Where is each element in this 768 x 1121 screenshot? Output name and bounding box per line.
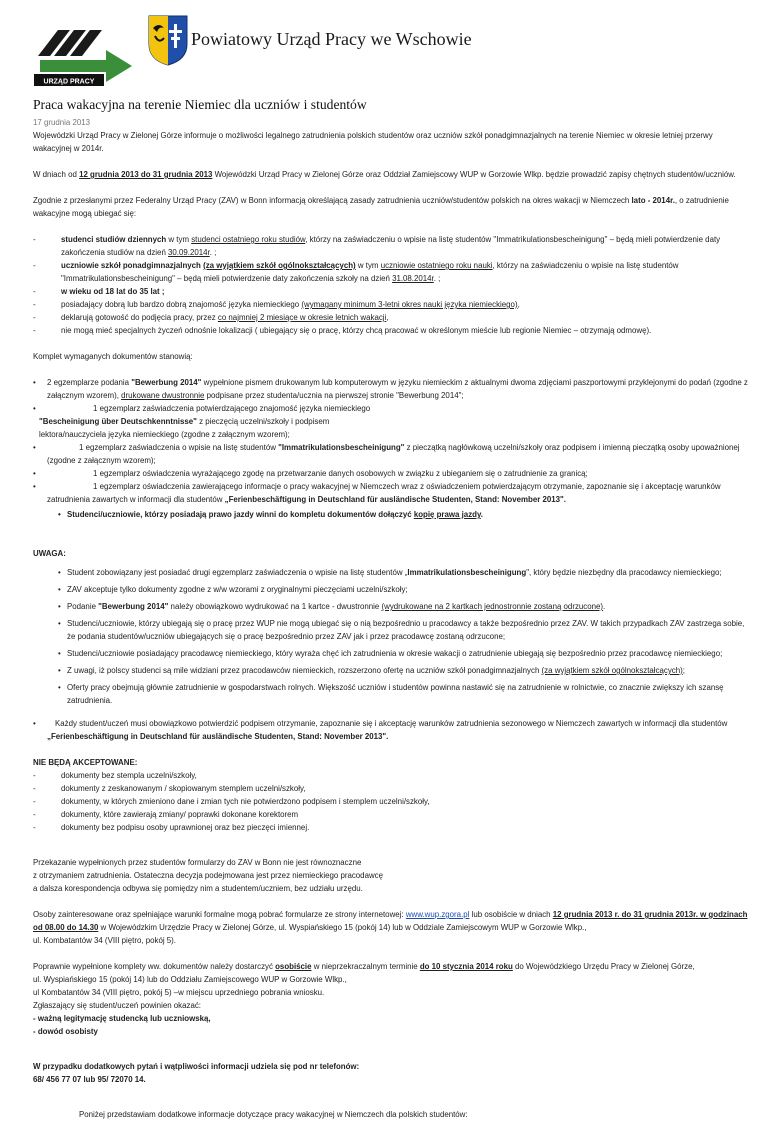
delivery-line: - ważną legitymację studencką lub uczniowską, bbox=[33, 1014, 211, 1023]
article-date: 17 grudnia 2013 bbox=[33, 118, 91, 127]
confirmation-paragraph: • Każdy student/uczeń musi obowiązkowo potwierdzić podpisem otrzymanie, zapoznanie się i akceptację warunków zatrudnienia sezonowego w Niemczech zawartych w informacji dla studentów „Ferienbeschäftigung in Deutschland für ausländische Studenten, Stand: November 2013". bbox=[33, 719, 728, 741]
document-item: • 1 egzemplarz zaświadczenia o wpisie na listę studentów "Immatrikulationsbescheinigung" z pieczątką nagłówkową uczelni/szkoły oraz podpisem i imienną pieczątką osoby upoważnionej (zgodne z załącznym wzorem); bbox=[33, 443, 740, 465]
document-item-cont: "Bescheinigung über Deutschkenntnisse" z pieczęcią uczelni/szkoły i podpisem bbox=[39, 417, 330, 426]
requirement-item: - studenci studiów dziennych w tym studenci ostatniego roku studiów, którzy na zaświadczeniu o wpisie na listę studentów "Immatrikulationsbescheinigung" – będą mieli potwierdzenie daty zakończenia studiów na dzień 30.09.2014r. ; bbox=[33, 235, 721, 257]
note-item: • ZAV akceptuje tylko dokumenty zgodne z w/w wzorami z oryginalnymi pieczęciami uczelni/szkoły; bbox=[33, 583, 751, 596]
forms-paragraph: Osoby zainteresowane oraz spełniające warunki formalne mogą pobrać formularze ze strony internetowej: www.wup.zgora.pl lub osobiście w dniach 12 grudnia 2013 r. do 31 grudnia 2013r. w godzinach od 08.00 do 14.30 w Wojewódzkim Urzędzie Pracy w Zielonej Górze, ul. Wyspiańskiego 15 (pokój 14) lub w Oddziale Zamiejscowym WUP w Gorzowie Wlkp., bbox=[33, 910, 748, 932]
document-item: • 1 egzemplarz oświadczenia zawierającego informacje o pracy wakacyjnej w Niemczech wraz z oświadczeniem potwierdzającym otrzymanie, zapoznanie się i akceptację warunków zatrudnienia zawartych w informacji dla studentów „Ferienbeschäftigung in Deutschland für ausländische Studenten, Stand: November 2013". bbox=[33, 482, 721, 504]
contact-info: W przypadku dodatkowych pytań i wątpliwości informacji udziela się pod nr telefonów: bbox=[33, 1062, 360, 1071]
note-item: • Studenci/uczniowie, którzy ubiegają się o pracę przez WUP nie mogą ubiegać się o nią bezpośrednio u pracodawcy a także bezpośrednio przez ZAV. W takich przypadkach ZAV zastrzega sobie, że podania studentów/uczniów ubiegających się o pracę bezpośrednio przez ZAV jak i przez pracodawcę zostaną odrzucone; bbox=[33, 617, 751, 643]
document-item: • 1 egzemplarz zaświadczenia potwierdzającego znajomość języka niemieckiego bbox=[33, 404, 371, 413]
requirement-item: - deklarują gotowość do podjęcia pracy, przez co najmniej 2 miesiące w okresie letnich wakacji, bbox=[33, 313, 389, 322]
intro-paragraph: Wojewódzki Urząd Pracy w Zielonej Górze informuje o możliwości legalnego zatrudnienia polskich studentów oraz uczniów szkół ponadgimnazjalnych na terenie Niemiec w okresie letniej przerwy wakacyjnej w 2014r. bbox=[33, 131, 713, 153]
note-item: • Studenci/uczniowie posiadający pracodawcę niemieckiego, który wyraża chęć ich zatrudnienia w okresie wakacji o zatrudnienie ubiegają się bezpośrednio przez pracodawcę niemieckiego; bbox=[33, 647, 751, 660]
article bbox=[33, 96, 751, 1121]
rejected-item: - dokumenty bez stempla uczelni/szkoły, bbox=[33, 771, 197, 780]
wup-website-link[interactable]: www.wup.zgora.pl bbox=[405, 910, 470, 919]
note-item: • Podanie "Bewerbung 2014" należy obowiązkowo wydrukować na 1 kartce - dwustronnie (wydrukowane na 2 kartkach jednostronnie zostaną odrzucone). bbox=[33, 600, 751, 613]
document-item: • 1 egzemplarz oświadczenia wyrażającego zgodę na przetwarzanie danych osobowych w związku z ubieganiem się o zatrudnienie za granicą; bbox=[33, 469, 588, 478]
rejected-item: - dokumenty, które zawierają zmiany/ poprawki dokonane korektorem bbox=[33, 810, 299, 819]
not-accepted-heading: NIE BĘDĄ AKCEPTOWANE: bbox=[33, 758, 138, 767]
transfer-paragraph-line: z otrzymaniem zatrudnienia. Ostateczna decyzja podejmowana jest przez niemieckiego pracodawcę bbox=[33, 871, 383, 880]
rejected-item: - dokumenty, w których zmieniono dane i zmian tych nie potwierdzono podpisem i stemplem uczelni/szkoły, bbox=[33, 797, 430, 806]
document-item-cont: lektora/nauczyciela języka niemieckiego (zgodne z załącznym wzorem); bbox=[39, 430, 290, 439]
delivery-paragraph: Poprawnie wypełnione komplety ww. dokumentów należy dostarczyć osobiście w nieprzekraczalnym terminie do 10 stycznia 2014 roku do Wojewódzkiego Urzędu Pracy w Zielonej Górze, bbox=[33, 962, 695, 971]
logo-text: URZĄD PRACY bbox=[43, 78, 95, 86]
document-item: • 2 egzemplarze podania "Bewerbung 2014" wypełnione pismem drukowanym lub komputerowym w języku niemieckim z aktualnymi dwoma zdjęciami paszportowymi przyklejonymi do podań (zgodne z załącznym wzorem), drukowane dwustronnie podpisane przez studenta/ucznia na pierwszej stronie "Bewerbung 2014"; bbox=[33, 378, 748, 400]
crest-logo bbox=[147, 14, 189, 66]
driving-license-note: • Studenci/uczniowie, którzy posiadają prawo jazdy winni do kompletu dokumentów dołączyć kopię prawa jazdy. bbox=[33, 508, 751, 521]
contact-phones: 68/ 456 77 07 lub 95/ 72070 14. bbox=[33, 1075, 146, 1084]
rejected-item: - dokumenty z zeskanowanym / skopiowanym stemplem uczelni/szkoły, bbox=[33, 784, 306, 793]
urzad-pracy-logo bbox=[34, 26, 142, 86]
additional-info: Poniżej przedstawiam dodatkowe informacje dotyczące pracy wakacyjnej w Niemczech dla polskich studentów: bbox=[79, 1110, 468, 1119]
delivery-line: - dowód osobisty bbox=[33, 1027, 98, 1036]
requirement-item: - uczniowie szkół ponadgimnazjalnych (za wyjątkiem szkół ogólnokształcących) w tym uczniowie ostatniego roku nauki, którzy na zaświadczeniu o wpisie na listę studentów "Immatrikulationsbescheinigung" – będą mieli potwierdzenie daty zakończenia szkoły na dzień 31.08.2014r. ; bbox=[33, 261, 679, 283]
requirements-list bbox=[33, 233, 751, 337]
transfer-paragraph-line: a dalsza korespondencja odbywa się pomiędzy nim a studentem/uczniem, bez udziału urzędu. bbox=[33, 884, 363, 893]
delivery-line: ul Kombatantów 34 (VIII piętro, pokój 5) –w miejscu uprzedniego pobrania wniosku. bbox=[33, 988, 325, 997]
requirement-item: - nie mogą mieć specjalnych życzeń odnośnie lokalizacji ( ubiegający się o pracę, którzy chcą pracować w określonym mieście lub regionie Niemiec – otrzymają odmowę). bbox=[33, 326, 652, 335]
enrollment-paragraph: W dniach od 12 grudnia 2013 do 31 grudnia 2013 Wojewódzki Urząd Pracy w Zielonej Górze oraz Oddział Zamiejscowy WUP w Gorzowie Wlkp. będzie prowadzić zapisy chętnych studentów/uczniów. bbox=[33, 170, 736, 179]
requirement-item: - w wieku od 18 lat do 35 lat ; bbox=[33, 287, 165, 296]
documents-heading: Komplet wymaganych dokumentów stanowią: bbox=[33, 352, 193, 361]
note-item: • Student zobowiązany jest posiadać drugi egzemplarz zaświadczenia o wpisie na listę studentów „Immatrikulationsbescheinigung", który będzie niezbędny dla pracodawcy niemieckiego; bbox=[33, 566, 751, 579]
forms-paragraph-address: ul. Kombatantów 34 (VIII piętro, pokój 5). bbox=[33, 936, 176, 945]
requirement-item: - posiadający dobrą lub bardzo dobrą znajomość języka niemieckiego (wymagany minimum 3-letni okres nauki języka niemieckiego), bbox=[33, 300, 520, 309]
article-title: Praca wakacyjna na terenie Niemiec dla uczniów i studentów bbox=[33, 97, 367, 112]
delivery-line: ul. Wyspiańskiego 15 (pokój 14) lub do Oddziału Zamiejscowego WUP w Gorzowie Wlkp., bbox=[33, 975, 347, 984]
delivery-line: Zgłaszający się student/uczeń powinien okazać: bbox=[33, 1001, 201, 1010]
rejected-item: - dokumenty bez podpisu osoby uprawnionej oraz bez pieczęci imiennej. bbox=[33, 823, 310, 832]
note-item: • Oferty pracy obejmują głównie zatrudnienie w gospodarstwach rolnych. Większość uczniów i studentów powinna nastawić się na zatrudnienie w rolnictwie, co znacznie zwiększy ich szansę zatrudnienia. bbox=[33, 681, 751, 707]
site-header bbox=[34, 14, 754, 84]
eligibility-paragraph: Zgodnie z przesłanymi przez Federalny Urząd Pracy (ZAV) w Bonn informacją określającą zasady zatrudnienia uczniów/studentów polskich na okres wakacji w Niemczech lato - 2014r., o zatrudnienie wakacyjne mogą ubiegać się: bbox=[33, 196, 729, 218]
site-title: Powiatowy Urząd Pracy we Wschowie bbox=[191, 29, 472, 49]
note-item: • Z uwagi, iż polscy studenci są mile widziani przez pracodawców niemieckich, rozszerzono ofertę na uczniów szkół ponadgimnazjalnych (za wyjątkiem szkół ogólnokształcących); bbox=[33, 664, 751, 677]
notes-list bbox=[33, 566, 751, 707]
transfer-paragraph-line: Przekazanie wypełnionych przez studentów formularzy do ZAV w Bonn nie jest równoznaczne bbox=[33, 858, 362, 867]
documents-list bbox=[33, 376, 751, 521]
rejected-list bbox=[33, 769, 751, 834]
uwaga-heading: UWAGA: bbox=[33, 549, 66, 558]
